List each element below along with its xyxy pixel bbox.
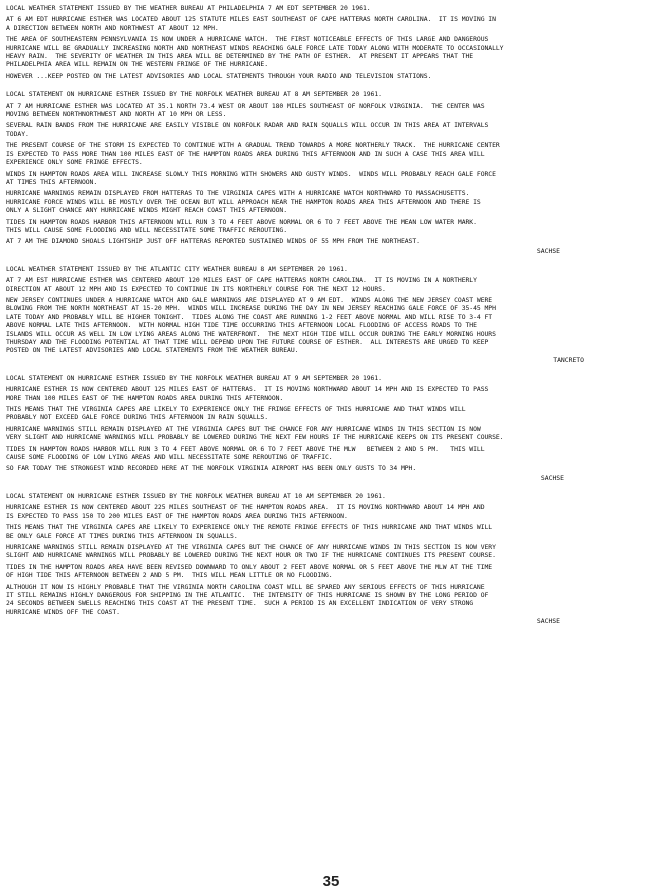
signature-sachse: SACHSE <box>536 246 560 255</box>
statement-paragraph: HURRICANE ESTHER IS NOW CENTERED ABOUT 125 MILES EAST OF HATTERAS. IT IS MOVING NORTHWARD ABOUT 14 MPH AND IS EXPECTED TO PASS MORE THAN 100 MILES EAST OF THE HAMPTON ROADS AREA DURING THIS AFTERNOON. <box>6 385 489 402</box>
page-number: 35 <box>322 873 340 890</box>
statement-paragraph: AT 7 AM THE DIAMOND SHOALS LIGHTSHIP JUST OFF HATTERAS REPORTED SUSTAINED WINDS OF 55 MPH FROM THE NORTHEAST. <box>6 237 420 246</box>
statement-paragraph: TIDES IN HAMPTON ROADS HARBOR WILL RUN 3 TO 4 FEET ABOVE NORMAL OR 6 TO 7 FEET ABOVE THE MLW BETWEEN 2 AND 5 PM. THIS WILL CAUSE SOME FLOODING OF LOW LYING AREAS AND WILL NECESSITATE SOME REROUTING OF TRAFFIC. <box>6 444 485 462</box>
statement-paragraph: SEVERAL RAIN BANDS FROM THE HURRICANE ARE EASILY VISIBLE ON NORFOLK RADAR AND RAIN SQUALLS WILL OCCUR IN THIS AREA AT INTERVALS TODAY. <box>6 121 489 138</box>
statement-paragraph: AT 7 AM HURRICANE ESTHER WAS LOCATED AT 35.1 NORTH 73.4 WEST OR ABOUT 180 MILES SOUTHEAST OF NORFOLK VIRGINIA. THE CENTER WAS MOVING BETWEEN NORTHNORTHWEST AND NORTH AT 10 MPH OR LESS. <box>6 101 485 119</box>
statement-paragraph: AT 7 AM EST HURRICANE ESTHER WAS CENTERED ABOUT 120 MILES EAST OF CAPE HATTERAS NORTH CAROLINA. IT IS MOVING IN A NORTHERLY DIRECTION AT ABOUT 12 MPH AND IS EXPECTED TO CONTINUE IN ITS NORTHERLY COURSE FOR THE NEXT 12 HOURS. <box>6 276 477 293</box>
document-page <box>6 4 656 635</box>
statement-paragraph: HURRICANE ESTHER IS NOW CENTERED ABOUT 225 MILES SOUTHEAST OF THE HAMPTON ROADS AREA. IT IS MOVING NORTHWARD ABOUT 14 MPH AND IS EXPECTED TO PASS 150 TO 200 MILES EAST OF THE HAMPTON ROADS AREA DURING THIS AFTERNOON. <box>6 503 485 520</box>
statement-paragraph: WINDS IN HAMPTON ROADS AREA WILL INCREASE SLOWLY THIS MORNING WITH SHOWERS AND GUSTY WINDS. WINDS WILL PROBABLY REACH GALE FORCE AT TIMES THIS AFTERNOON. <box>6 169 496 186</box>
statement-paragraph: THIS MEANS THAT THE VIRGINIA CAPES ARE LIKELY TO EXPERIENCE ONLY THE FRINGE EFFECTS OF THIS HURRICANE AND THAT WINDS WILL PROBABLY NOT EXCEED GALE FORCE DURING THIS AFTERNOON IN RAIN SQUALLS. <box>6 405 466 422</box>
statement-heading: LOCAL WEATHER STATEMENT ISSUED BY THE ATLANTIC CITY WEATHER BUREAU 8 AM SEPTEMBER 20 1961. <box>6 264 348 273</box>
statement-heading: LOCAL STATEMENT ON HURRICANE ESTHER ISSUED BY THE NORFOLK WEATHER BUREAU AT 9 AM SEPTEMBER 20 1961. <box>6 373 382 382</box>
statement-heading: LOCAL WEATHER STATEMENT ISSUED BY THE WEATHER BUREAU AT PHILADELPHIA 7 AM EDT SEPTEMBER 20 1961. <box>6 4 371 12</box>
statement-norfolk-10am <box>6 492 656 625</box>
signature-tancreto: TANCRETO <box>553 355 584 364</box>
statement-paragraph: NEW JERSEY CONTINUES UNDER A HURRICANE WATCH AND GALE WARNINGS ARE DISPLAYED AT 9 AM EDT. WINDS ALONG THE NEW JERSEY COAST WERE BLOWING FROM THE NORTH NORTHEAST AT 15-20 MPH. WINDS WILL INCREASE DURING THE DAY IN NEW JERSEY REACHING GALE FORCE OF 35-45 MPH LATE TODAY AND PROBABLY WILL BE HIGHER TONIGHT. TIDES ALONG THE COAST ARE RUNNING 1-2 FEET ABOVE NORMAL AND WILL RISE TO 3-4 FT ABOVE NORMAL LATE THIS AFTERNOON. WITH NORMAL HIGH TIDE TIME OCCURRING THIS AFTERNOON LOCAL FLOODING OF ACCESS ROADS TO THE ISLANDS WILL OCCUR AS WELL IN LOW LYING AREAS ALONG THE WATERFRONT. THE NEXT HIGH TIDE WILL OCCUR DURING THE EARLY MORNING HOURS THURSDAY AND THE FLOODING POTENTIAL AT THAT TIME WILL DEPEND UPON THE FUTURE COURSE OF ESTHER. ALL INTERESTS ARE URGED TO KEEP POSTED ON THE LATEST ADVISORIES AND LOCAL STATEMENTS FROM THE WEATHER BUREAU. <box>6 295 496 355</box>
statement-norfolk-8am <box>6 90 656 255</box>
statement-paragraph: THE AREA OF SOUTHEASTERN PENNSYLVANIA IS NOW UNDER A HURRICANE WATCH. THE FIRST NOTICEABLE EFFECTS OF THIS LARGE AND DANGEROUS HURRICANE WILL BE GRADUALLY INCREASING NORTH AND NORTHEAST WINDS REACHING GALE FORCE LATE TODAY ALONG WITH MODERATE TO OCCASIONALLY HEAVY RAIN. THE SEVERITY OF WEATHER IN THIS AREA WILL BE DETERMINED BY THE PATH OF ESTHER. AT PRESENT IT APPEARS THAT THE PHILADELPHIA AREA WILL REMAIN ON THE WESTERN FRINGE OF THE HURRICANE. <box>6 35 504 69</box>
statement-heading: LOCAL STATEMENT ON HURRICANE ESTHER ISSUED BY THE NORFOLK WEATHER BUREAU AT 8 AM SEPTEMBER 20 1961. <box>6 90 382 99</box>
statement-paragraph: THE PRESENT COURSE OF THE STORM IS EXPECTED TO CONTINUE WITH A GRADUAL TREND TOWARDS A MORE NORTHERLY TRACK. THE HURRICANE CENTER IS EXPECTED TO PASS MORE THAN 100 MILES EAST OF THE HAMPTON ROADS AREA DURING THIS AFTERNOON AND IN SUCH A CASE THIS AREA WILL EXPERIENCE ONLY SOME FRINGE EFFECTS. <box>6 141 500 167</box>
statement-paragraph: SO FAR TODAY THE STRONGEST WIND RECORDED HERE AT THE NORFOLK VIRGINIA AIRPORT HAS BEEN ONLY GUSTS TO 34 MPH. <box>6 464 417 473</box>
signature-sachse: SACHSE <box>540 473 564 482</box>
statement-heading: LOCAL STATEMENT ON HURRICANE ESTHER ISSUED BY THE NORFOLK WEATHER BUREAU AT 10 AM SEPTEMBER 20 1961. <box>6 491 386 500</box>
statement-paragraph: HURRICANE WARNINGS STILL REMAIN DISPLAYED AT THE VIRGINIA CAPES BUT THE CHANCE OF ANY HURRICANE WINDS IN THIS SECTION IS NOW VERY SLIGHT AND HURRICANE WARNINGS WILL PROBABLY BE LOWERED DURING THE NEXT HOUR OR TWO IF THE HURRICANE CONTINUES ITS PRESENT COURSE. <box>6 542 496 560</box>
statement-paragraph: ALTHOUGH IT NOW IS HIGHLY PROBABLE THAT THE VIRGINIA NORTH CAROLINA COAST WILL BE SPARED ANY SERIOUS EFFECTS OF THIS HURRICANE IT STILL REMAINS HIGHLY DANGEROUS FOR SHIPPING IN THE ATLANTIC. THE INTENSITY OF THIS HURRICANE IS SHOWN BY THE LONG PERIOD OF 24 SECONDS BETWEEN SWELLS REACHING THIS COAST AT THE PRESENT TIME. SUCH A PERIOD IS AN EXCELLENT INDICATION OF VERY STRONG HURRICANE WINDS OFF THE COAST. <box>6 582 489 616</box>
statement-paragraph: THIS MEANS THAT THE VIRGINIA CAPES ARE LIKELY TO EXPERIENCE ONLY THE REMOTE FRINGE EFFECTS OF THIS HURRICANE AND THAT WINDS WILL BE ONLY GALE FORCE AT TIMES DURING THIS AFTERNOON IN SQUALLS. <box>6 523 493 540</box>
statement-paragraph: TIDES IN HAMPTON ROADS HARBOR THIS AFTERNOON WILL RUN 3 TO 4 FEET ABOVE NORMAL OR 6 TO 7 FEET ABOVE THE MEAN LOW WATER MARK. THIS WILL CAUSE SOME FLOODING AND WILL NECESSITATE SOME TRAFFIC REROUTING. <box>6 217 477 234</box>
statement-paragraph: TIDES IN THE HAMPTON ROADS AREA HAVE BEEN REVISED DOWNWARD TO ONLY ABOUT 2 FEET ABOVE NORMAL OR 5 FEET ABOVE THE MLW AT THE TIME OF HIGH TIDE THIS AFTERNOON BETWEEN 2 AND 5 PM. THIS WILL MEAN LITTLE OR NO FLOODING. <box>6 562 493 580</box>
statement-philadelphia-7am <box>6 4 656 80</box>
statement-paragraph: HOWEVER ...KEEP POSTED ON THE LATEST ADVISORIES AND LOCAL STATEMENTS THROUGH YOUR RADIO AND TELEVISION STATIONS. <box>6 71 432 80</box>
statement-atlantic-city-8am <box>6 265 656 364</box>
statement-paragraph: HURRICANE WARNINGS STILL REMAIN DISPLAYED AT THE VIRGINIA CAPES BUT THE CHANCE FOR ANY HURRICANE WINDS IN THIS SECTION IS NOW VERY SLIGHT AND HURRICANE WARNINGS WILL PROBABLY BE LOWERED DURING THE NEXT FEW HOURS IF THE HURRICANE KEEPS ON ITS PRESENT COURSE. <box>6 424 504 442</box>
statement-paragraph: HURRICANE WARNINGS REMAIN DISPLAYED FROM HATTERAS TO THE VIRGINIA CAPES WITH A HURRICANE WATCH NORTHWARD TO MASSACHUSETTS. HURRICANE FORCE WINDS WILL BE MOSTLY OVER THE OCEAN BUT WILL APPROACH NEAR THE HAMPTON ROADS AREA THIS AFTERNOON AND THERE IS ONLY A SLIGHT CHANCE ANY HURRICANE WINDS MIGHT REACH COAST THIS AFTERNOON. <box>6 189 481 215</box>
statement-norfolk-9am <box>6 374 656 482</box>
statement-paragraph: AT 6 AM EDT HURRICANE ESTHER WAS LOCATED ABOUT 125 STATUTE MILES EAST SOUTHEAST OF CAPE HATTERAS NORTH CAROLINA. IT IS MOVING IN A DIRECTION BETWEEN NORTH AND NORTHWEST AT ABOUT 12 MPH. <box>6 15 496 32</box>
signature-sachse: SACHSE <box>536 617 560 626</box>
